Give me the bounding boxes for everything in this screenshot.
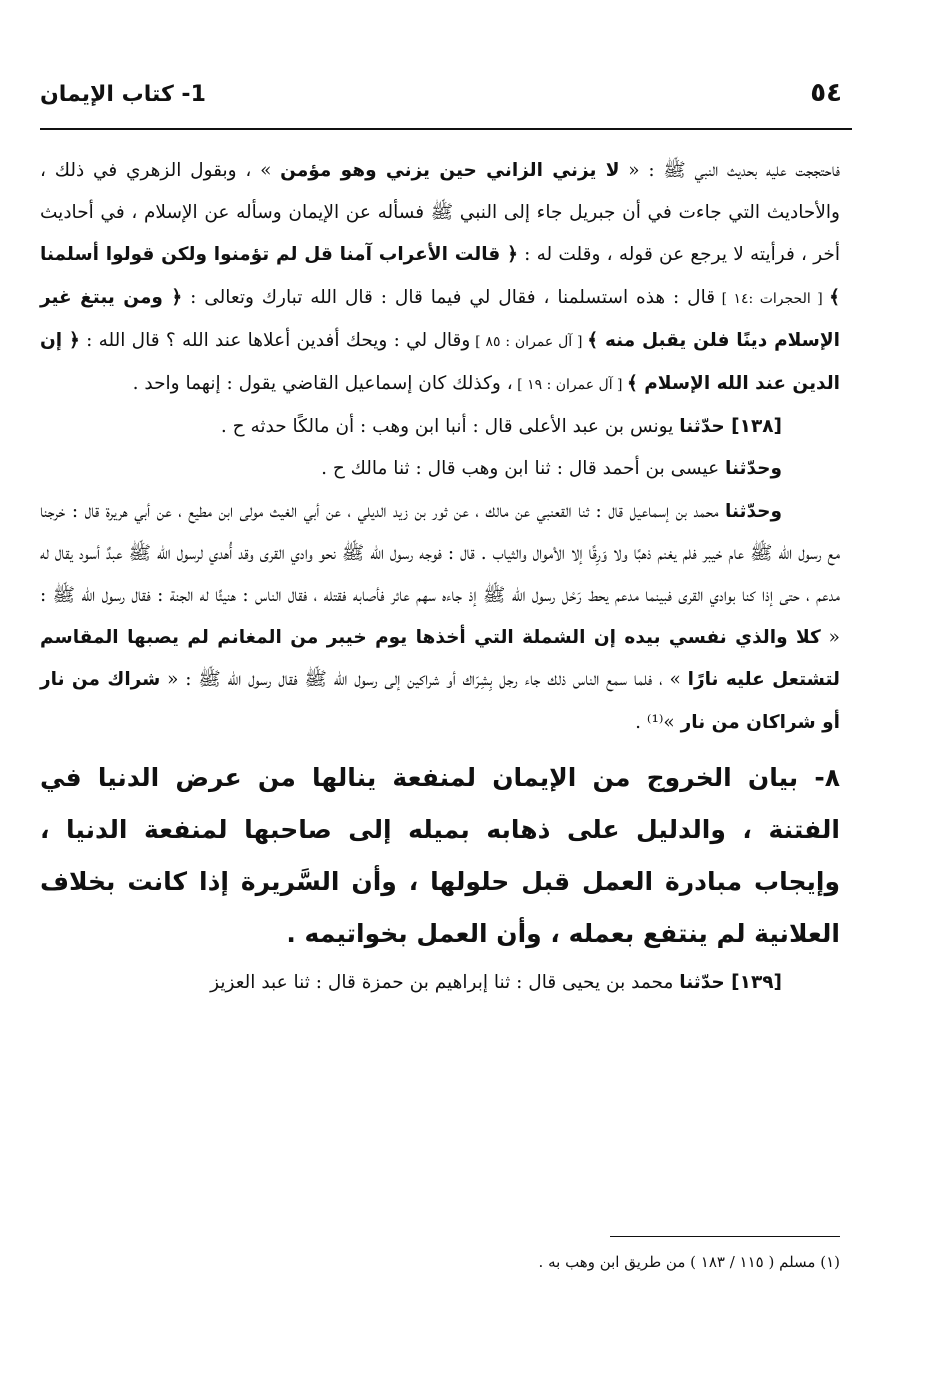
chapter-heading: ٨- بيان الخروج من الإيمان لمنفعة ينالها من عرض الدنيا في الفتنة ، والدليل على ذهابه بميله إلى صاحبها لمنفعة الدنيا ، وإيجاب مبادرة العمل قبل حلولها ، وأن السَّريرة إذا كانت بخلاف العلانية لم ينتفع بعمله ، وأن العمل بخواتيمه .: [40, 762, 840, 948]
text-run: محمد بن إسماعيل قال : ثنا القعنبي عن مالك ، عن ثور بن زيد الديلي ، عن أبي الغيث مولى ابن مطيع ، عن أبي هريرة قال : خرجنا مع رسول الله ﷺ عام خيبر فلم يغنم ذهبًا ولا وَرِقًا إلا الأموال والثياب . قال : فوجه رسول الله ﷺ نحو وادي القرى وقد أُهدي لرسول الله ﷺ عبدٌ أسود يقال له مدعم ، حتى إذا كنا بوادي القرى فبينما مدعم يحط رَحْل رسول الله ﷺ إذ جاءه سهم عائر فأصابه فقتله ، فقال الناس : هنيئًا له الجنة : فقال رسول الله ﷺ : «: [40, 500, 840, 649]
text-run: عيسى بن أحمد قال : ثنا ابن وهب قال : ثنا مالك ح .: [321, 458, 726, 480]
quran-verse: ﴿ إن الدين عند الله الإسلام ﴾: [40, 329, 840, 395]
verse-reference: [ آل عمران : ٨٥ ]: [470, 333, 588, 350]
text-run: يونس بن عبد الأعلى قال : أنبا ابن وهب : أن مالكًا حدثه ح .: [220, 416, 680, 438]
text-run: ، وكذلك كان إسماعيل القاضي يقول : إنهما واحد .: [132, 373, 513, 395]
header-divider: [40, 128, 852, 130]
hadith-quote: شراك من نار أو شراكان من نار: [40, 669, 840, 733]
text-run: محمد بن يحيى قال : ثنا إبراهيم بن حمزة قال : ثنا عبد العزيز: [210, 971, 680, 993]
hadith-number: [١٣٨] حدّثنا: [679, 416, 782, 438]
main-text: [40, 150, 840, 1004]
verse-reference: [ الحجرات :١٤ ]: [715, 290, 830, 307]
quran-verse: ﴿ قالت الأعراب آمنا قل لم تؤمنوا ولكن قولوا أسلمنا ﴾: [40, 244, 840, 308]
hadith-number: [١٣٩] حدّثنا: [679, 971, 782, 993]
hadith-138-chain: [40, 406, 840, 448]
paragraph-discussion: [40, 150, 840, 406]
hadith-138-chain-2: [40, 448, 840, 490]
page-header: [40, 78, 852, 118]
verse-reference: [ آل عمران : ١٩ ]: [512, 377, 627, 394]
text-run: » ، فلما سمع الناس ذلك جاء رجل بِشِرَاك أو شراكين إلى رسول الله ﷺ فقال رسول الله ﷺ : «: [160, 669, 688, 691]
quran-verse: ﴿ ومن يبتغ غير الإسلام دينًا فلن يقبل منه ﴾: [40, 286, 840, 351]
text-run: »⁽¹⁾ .: [635, 711, 681, 733]
text-run: وقال لي : ويحك أفدين أعلاها عند الله ؟ قال الله :: [79, 329, 471, 351]
hadith-139-chain: [40, 962, 840, 1004]
hadith-138-text: [40, 491, 840, 744]
hadith-quote: كلا والذي نفسي بيده إن الشملة التي أخذها يوم خيبر من المغانم لم يصبها المقاسم لتشتعل عليه نارًا: [40, 627, 841, 691]
page-number: ٥٤: [810, 78, 842, 108]
text-run: قال : هذه استسلمنا ، فقال لي فيما قال : قال الله تبارك وتعالى :: [182, 286, 716, 308]
footnote-divider: [610, 1236, 840, 1237]
text-run: فاحتججت عليه بحديث النبي ﷺ : «: [619, 160, 841, 181]
narration-marker: وحدّثنا: [725, 458, 782, 480]
narration-marker: وحدّثنا: [725, 500, 782, 522]
running-title: 1- كتاب الإيمان: [40, 82, 206, 107]
footnote: (١) مسلم ( ١١٥ / ١٨٣ ) من طريق ابن وهب به .: [538, 1253, 840, 1271]
hadith-quote: لا يزني الزاني حين يزني وهو مؤمن: [280, 160, 620, 181]
text-run: » ، وبقول الزهري في ذلك ، والأحاديث التي جاءت في أن جبريل جاء إلى النبي ﷺ فسأله عن الإيمان وسأله عن الإسلام ، في أحاديث أخر ، فرأيته لا يرجع عن قوله ، وقلت له :: [40, 160, 840, 266]
